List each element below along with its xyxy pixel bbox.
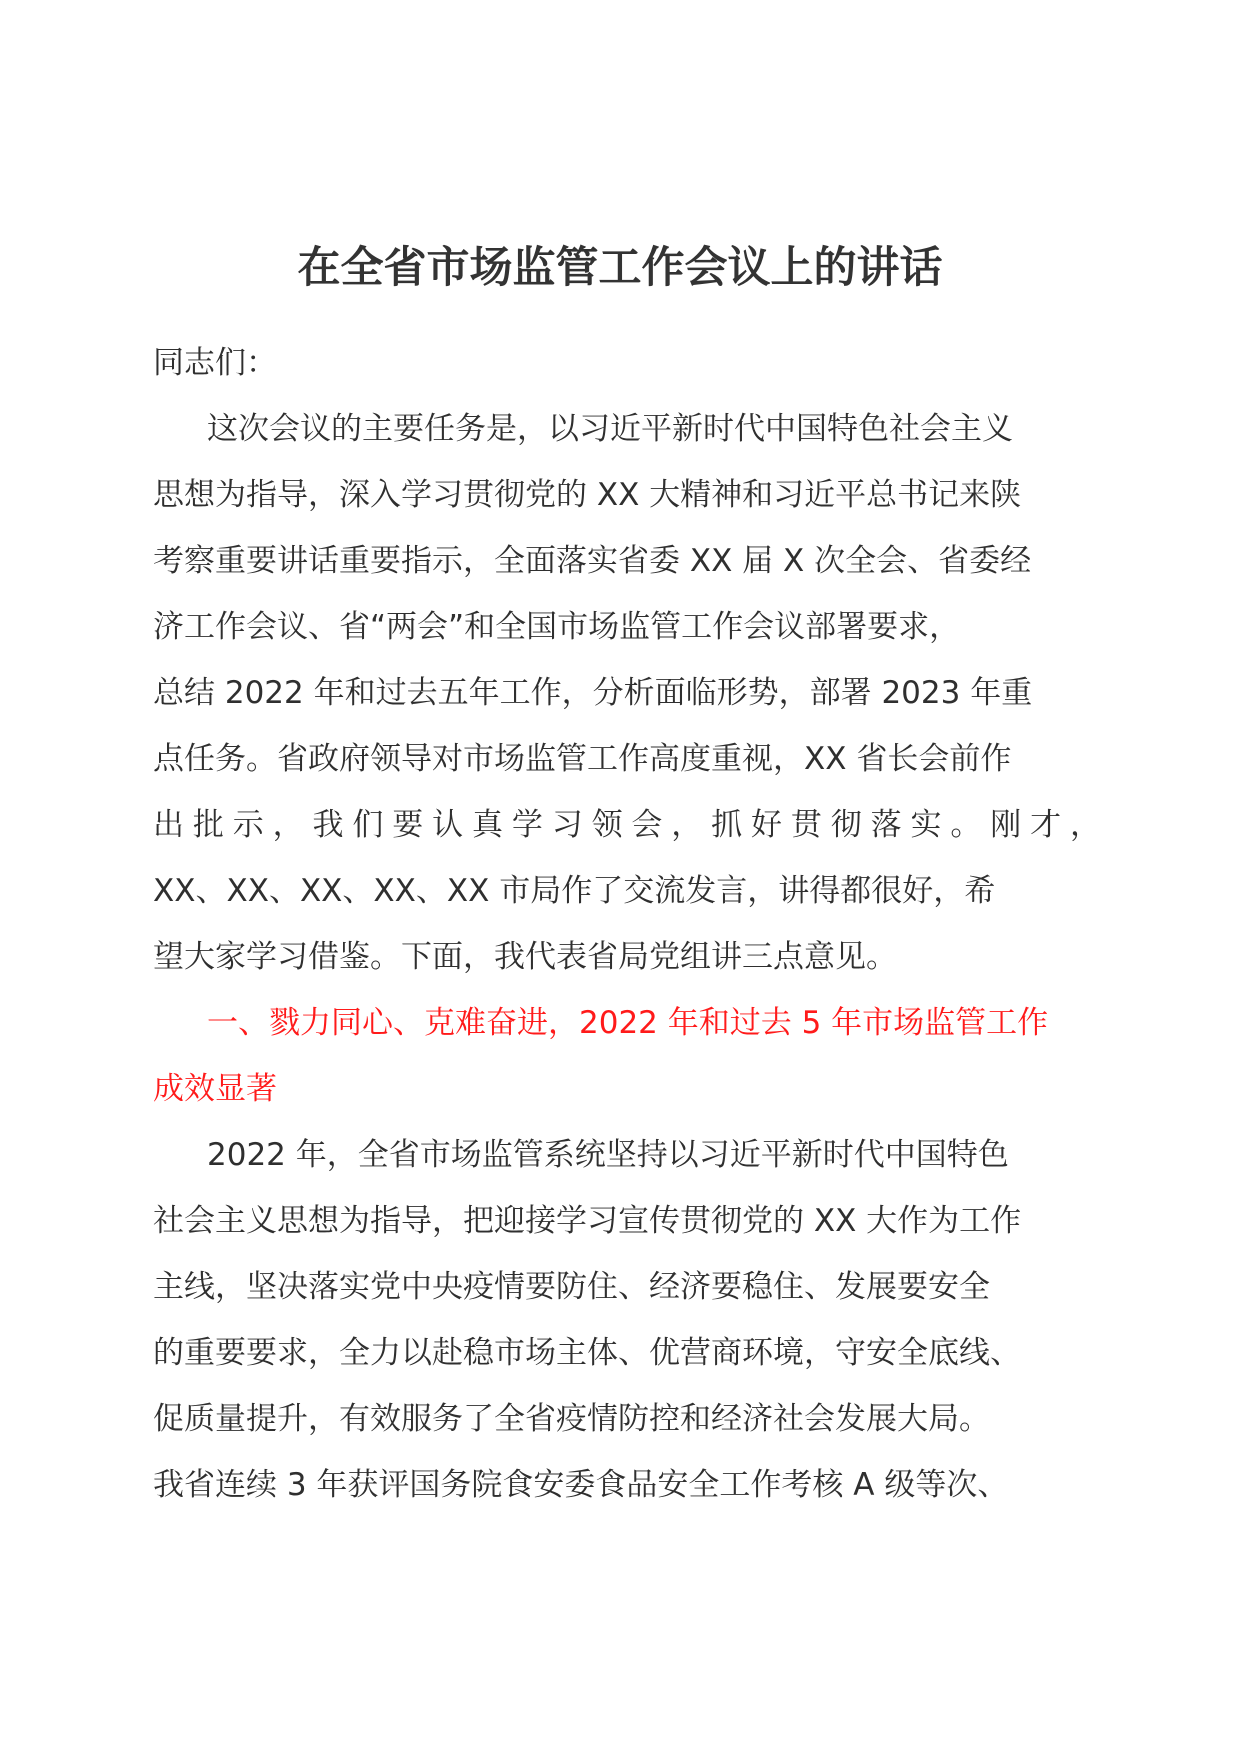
paragraph-line: 这次会议的主要任务是，以习近平新时代中国特色社会主义 bbox=[207, 411, 1013, 447]
paragraph-line: 济工作会议、省“两会”和全国市场监管工作会议部署要求， bbox=[153, 609, 961, 645]
paragraph-line: 思想为指导，深入学习贯彻党的 XX 大精神和习近平总书记来陕 bbox=[153, 477, 1022, 513]
section-heading-line: 一、戮力同心、克难奋进，2022 年和过去 5 年市场监管工作 bbox=[207, 1005, 1049, 1041]
paragraph-line: 促质量提升，有效服务了全省疫情防控和经济社会发展大局。 bbox=[153, 1401, 990, 1437]
section-heading-line: 成效显著 bbox=[153, 1071, 277, 1107]
paragraph-line: XX、XX、XX、XX、XX 市局作了交流发言，讲得都很好，希 bbox=[153, 873, 996, 909]
paragraph-line: 的重要要求，全力以赴稳市场主体、优营商环境，守安全底线、 bbox=[153, 1335, 1021, 1371]
paragraph-line: 望大家学习借鉴。下面，我代表省局党组讲三点意见。 bbox=[153, 939, 897, 975]
paragraph-line: 2022 年，全省市场监管系统坚持以习近平新时代中国特色 bbox=[207, 1137, 1009, 1173]
paragraph-line: 我省连续 3 年获评国务院食安委食品安全工作考核 A 级等次、 bbox=[153, 1467, 1009, 1503]
paragraph-line: 总结 2022 年和过去五年工作，分析面临形势，部署 2023 年重 bbox=[153, 675, 1033, 711]
paragraph-line: 主线，坚决落实党中央疫情要防住、经济要稳住、发展要安全 bbox=[153, 1269, 990, 1305]
document-title: 在全省市场监管工作会议上的讲话 bbox=[297, 243, 943, 293]
paragraph-line: 社会主义思想为指导，把迎接学习宣传贯彻党的 XX 大作为工作 bbox=[153, 1203, 1022, 1239]
paragraph-line: 出批示，我们要认真学习领会，抓好贯彻落实。刚才， bbox=[153, 807, 1101, 843]
document-body bbox=[153, 330, 1101, 1518]
salutation: 同志们： bbox=[153, 345, 277, 381]
paragraph-line: 点任务。省政府领导对市场监管工作高度重视，XX 省长会前作 bbox=[153, 741, 1012, 777]
paragraph-line: 考察重要讲话重要指示，全面落实省委 XX 届 X 次全会、省委经 bbox=[153, 543, 1032, 579]
